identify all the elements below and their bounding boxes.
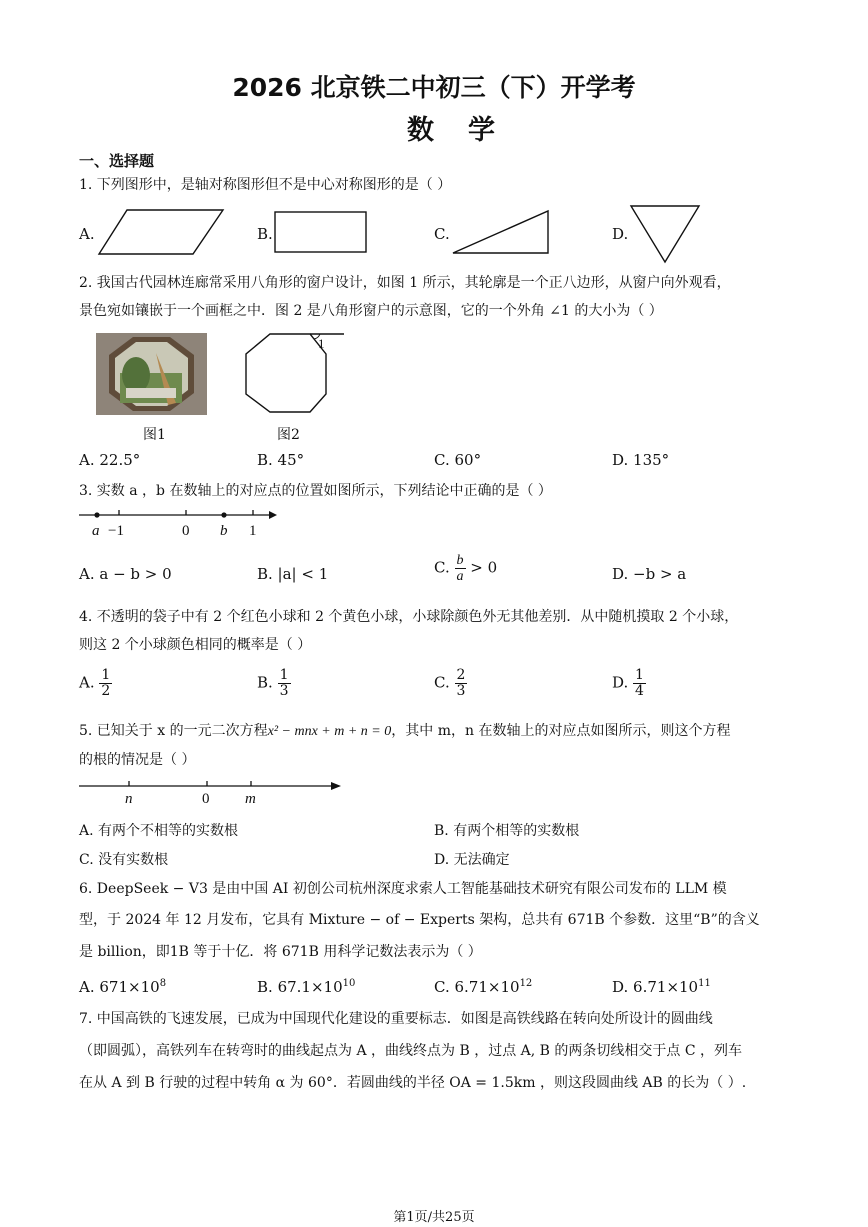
q6-option-d [612,978,711,996]
fraction-denominator: 2 [101,683,111,699]
option-label: B. [257,673,273,692]
option-label: A. [79,673,95,692]
parallelogram-icon [97,208,227,256]
option-exponent: 11 [698,978,711,989]
option-base: 671×10 [99,978,160,996]
q3-option-c-label: C. [434,558,450,577]
question-4-line-2: 则这 2 个小球颜色相同的概率是（ ） [79,637,312,653]
fraction-denominator: 3 [279,683,289,699]
q3-option-b: B. |a| < 1 [257,565,329,583]
page-number: 第1页/共25页 [393,1210,475,1225]
fraction-numerator: 2 [456,667,466,683]
q1-option-a-label: A. [79,225,95,243]
q2-option-c: C. 60° [434,451,482,469]
q6-option-b [257,978,355,996]
question-7-line-3: 在从 A 到 B 行驶的过程中转角 α 为 60°．若圆曲线的半径 OA = 1.5km ，则这段圆曲线 AB 的长为（ ）. [79,1075,747,1091]
q3-option-d: D. −b > a [612,565,687,583]
q5-option-b: B. 有两个相等的实数根 [434,823,580,839]
option-exponent: 10 [342,978,356,989]
question-3-stem: 3. 实数 a ，b 在数轴上的对应点的位置如图所示，下列结论中正确的是（ ） [79,483,552,499]
number-line-q5 [79,778,343,808]
q3-option-c-fraction [455,553,466,584]
q3-option-c [434,553,497,584]
question-7-line-1: 7. 中国高铁的飞速发展，已成为中国现代化建设的重要标志．如图是高铁线路在转向处所设计的圆曲线 [79,1011,713,1027]
fraction-numerator: b [456,553,464,568]
right-triangle-icon [451,209,551,255]
q4-option-a [79,668,112,699]
q2-option-d: D. 135° [612,451,670,469]
q4-option-d [612,668,646,699]
q2-option-a: A. 22.5° [79,451,141,469]
option-base: 67.1×10 [277,978,343,996]
option-fraction [633,668,646,699]
q5-option-a: A. 有两个不相等的实数根 [79,823,239,839]
q4-option-b [257,668,291,699]
q5-axis-label-n: n [125,791,133,807]
q2-option-b: B. 45° [257,451,305,469]
option-fraction [99,668,112,699]
q6-option-c [434,978,532,996]
q5-option-c: C. 没有实数根 [79,852,169,868]
q5-text-b: ，其中 m，n 在数轴上的对应点如图所示，则这个方程 [391,723,731,739]
question-1-stem: 1. 下列图形中，是轴对称图形但不是中心对称图形的是（ ） [79,177,452,193]
option-label: A. [79,978,95,996]
page-title: 2026 北京铁二中初三（下）开学考 [232,73,636,102]
question-6-line-1: 6. DeepSeek − V3 是由中国 AI 初创公司杭州深度求索人工智能基础技术研究有限公司发布的 LLM 模 [79,881,727,897]
q3-axis-label-neg1: −1 [108,523,124,539]
q5-text-a: 5. 已知关于 x 的一元二次方程 [79,723,268,739]
octagon-diagram [240,330,350,416]
octagon-window-photo [96,333,207,415]
q5-equation: x² − mnx + m + n = 0 [267,724,392,739]
question-5-line-2: 的根的情况是（ ） [79,752,196,768]
q3-axis-label-1: 1 [249,523,257,539]
subject-title: 数学 [407,115,529,146]
fraction-numerator: 1 [279,667,289,683]
q1-option-c-label: C. [434,225,450,243]
option-exponent: 8 [159,978,167,989]
option-label: C. [434,978,450,996]
option-label: D. [612,673,629,692]
q5-axis-label-m: m [245,791,256,807]
option-exponent: 12 [519,978,533,989]
option-fraction [455,668,468,699]
option-label: C. [434,673,450,692]
question-7-line-2: （即圆弧），高铁列车在转弯时的曲线起点为 A ，曲线终点为 B ，过点 A, B 的两条切线相交于点 C ，列车 [79,1043,743,1059]
fraction-denominator: a [456,569,464,584]
question-6-line-2: 型，于 2024 年 12 月发布，它具有 Mixture − of − Experts 架构，总共有 671B 个参数．这里“B”的含义 [79,912,760,928]
section-heading: 一、选择题 [79,152,155,170]
q5-axis-label-0: 0 [202,791,210,807]
question-4-line-1: 4. 不透明的袋子中有 2 个红色小球和 2 个黄色小球，小球除颜色外无其他差别．从中随机摸取 2 个小球， [79,609,739,625]
figure-2-caption: 图2 [277,427,300,443]
q6-option-a [79,978,166,996]
figure-1-caption: 图1 [143,427,166,443]
q3-option-a: A. a − b > 0 [79,565,172,583]
option-base: 6.71×10 [454,978,520,996]
question-2-line-2: 景色宛如镶嵌于一个画框之中．图 2 是八角形窗户的示意图，它的一个外角 ∠1 的大小为（ ） [79,303,663,319]
angle-1-label: 1 [318,336,325,351]
fraction-denominator: 4 [635,683,644,699]
option-label: B. [257,978,273,996]
inverted-triangle-icon [629,204,701,264]
q1-option-b-label: B. [257,225,273,243]
q3-axis-label-a: a [92,523,100,539]
rectangle-icon [274,211,368,253]
option-fraction [278,668,291,699]
option-label: D. [612,978,629,996]
q1-option-d-label: D. [612,225,629,243]
fraction-numerator: 1 [635,667,644,683]
option-base: 6.71×10 [633,978,699,996]
fraction-numerator: 1 [101,667,111,683]
question-5-line-1 [79,721,730,742]
q3-axis-label-b: b [220,523,228,539]
q3-option-c-tail: > 0 [470,558,498,577]
number-line-q3 [79,506,279,540]
q3-axis-label-0: 0 [182,523,190,539]
q4-option-c [434,668,467,699]
question-6-line-3: 是 billion，即1B 等于十亿．将 671B 用科学记数法表示为（ ） [79,944,482,960]
question-2-line-1: 2. 我国古代园林连廊常采用八角形的窗户设计，如图 1 所示，其轮廓是一个正八边形，从窗户向外观看， [79,275,731,291]
fraction-denominator: 3 [456,683,466,699]
q5-option-d: D. 无法确定 [434,852,510,868]
